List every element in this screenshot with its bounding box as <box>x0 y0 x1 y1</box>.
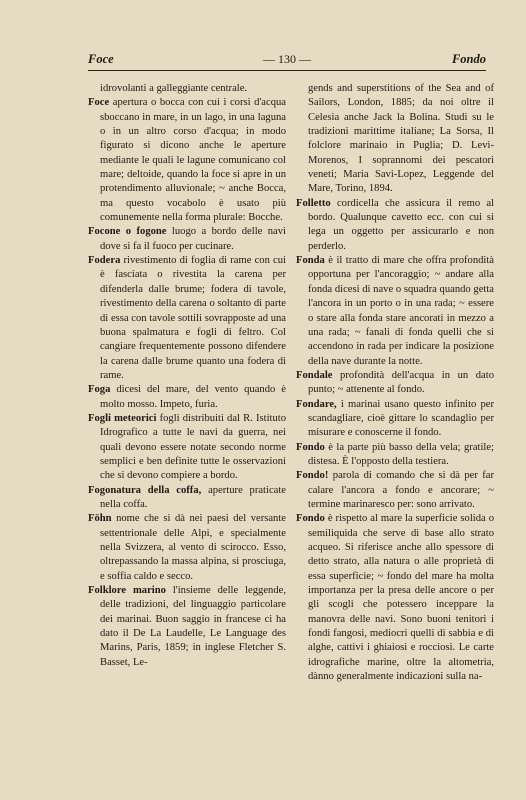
entry-definition: i marinai usano questo infinito per scandagliare, cioè gittare lo scandaglio per misurare e conoscerne il fondo. <box>308 398 494 439</box>
header-rule <box>88 70 486 71</box>
entry-headword: Folletto <box>296 197 331 209</box>
entry-headword: Folklore marino <box>88 585 166 597</box>
entry-headword: Fonda <box>296 255 325 267</box>
dictionary-entry <box>88 254 286 383</box>
dictionary-entry <box>88 484 286 513</box>
dictionary-entry <box>88 412 286 484</box>
entry-definition: apertura o bocca con cui i corsi d'acqua sboccano in mare, in un lago, in una laguna o in un altro corso d'acqua; in modo figurato si dicono anche le aperture mediante le quali le lagune comunicano col mare; deltoide, quando la foce si apre in un protendimento alluvionale; ~ anche Bocca, ma questo vocabolo è usato più comunemente nella forma plurale: Bocche. <box>100 97 286 224</box>
page-number: — 130 — <box>263 52 311 66</box>
dictionary-entry <box>296 398 494 441</box>
dictionary-entry <box>296 369 494 398</box>
entry-headword: Focone o fogone <box>88 226 167 238</box>
right-column <box>296 82 494 684</box>
dictionary-entry <box>296 197 494 254</box>
entry-headword: Fondo <box>296 441 325 453</box>
entry-headword: Foce <box>88 97 110 109</box>
entry-headword: Fondo! <box>296 470 329 482</box>
entry-definition: è il tratto di mare che offra profondità opportuna per l'ancoraggio; ~ andare alla fonda dicesi di nave o squadra quando getta l'ancora in un porto o in una rada; ~ essere o stare alla fonda stare ancorati in mezzo a una rada; ~ fanali di fonda quelli che si accendono in rada per indicare la posizione della nave durante la notte. <box>308 255 494 367</box>
dictionary-entry <box>88 584 286 670</box>
dictionary-entry <box>88 383 286 412</box>
dictionary-entry <box>296 254 494 369</box>
entry-definition: profondità dell'acqua in un dato punto; ~ attenente al fondo. <box>308 369 494 396</box>
entry-headword: Foga <box>88 384 111 396</box>
entry-headword: Fondare, <box>296 398 337 410</box>
entry-headword: Fondale <box>296 369 333 381</box>
header-right-word: Fondo <box>451 52 486 66</box>
entry-headword: Fodera <box>88 255 121 267</box>
entry-definition: aperture praticate nella coffa. <box>100 484 286 510</box>
entry-definition: è rispetto al mare la superficie solida o semiliquida che serve di base allo strato acqueo. Si riferisce anche allo spessore di detto strato, alla natura o alle proprietà di essa superficie; ~ fondo del mare ha molta importanza per la presa delle ancore o per gli scogli che potessero inceppare la manovra delle navi. Sono buoni tenitori i fondi fangosi, mediocri quelli di sabbia e di alghe, cattivi i ghiaiosi e rocciosi. Le carte idrografiche marine, oltre la altometria, dànno generalmente indicazioni sulla na- <box>308 513 494 683</box>
dictionary-entry <box>296 512 494 684</box>
entry-definition: rivestimento di foglia di rame con cui è fasciata o rivestita la carena per difenderla dalle brume; fodera di tavole, rivestimento della carena o soltanto di parte di essa con tavole sottili sovrapposte ad una buona spalmatura e fogli di feltro. Col cangiare frequentemente possono difendere la carena dalle brume quanto una fodera di rame. <box>100 255 286 381</box>
dictionary-entry <box>88 225 286 254</box>
entry-headword: Fogonatura della coffa, <box>88 484 202 496</box>
dictionary-entry <box>296 441 494 470</box>
left-column <box>88 82 286 670</box>
continuation-text: idrovolanti a galleggiante centrale. <box>100 83 248 94</box>
entry-headword: Fogli meteorici <box>88 412 157 424</box>
entry-definition: fogli distribuiti dal R. Istituto Idrografico a tutte le navi da guerra, nei quali devono essere notate secondo norme semplici e ben definite tutte le osservazioni che si devono compiere a bordo. <box>100 412 286 482</box>
dictionary-entry <box>296 469 494 512</box>
dictionary-entry <box>88 96 286 225</box>
entry-definition: dicesi del mare, del vento quando è molto mosso. Impeto, furia. <box>100 384 286 410</box>
entry-definition: l'insieme delle leggende, delle tradizioni, del linguaggio particolare dei marinai. Buon saggio in francese ci ha dato il De La Laudelle, Le Language des Marins, Paris, 1859; in inglese Fletcher S. Basset, Le- <box>100 585 286 668</box>
entry-definition: nome che si dà nei paesi del versante settentrionale delle Alpi, e specialmente nella Svizzera, al vento di scirocco. Esso, oltrepassando la massa alpina, si prosciuga, e soffia caldo e secco. <box>100 513 286 582</box>
header-left-word: Foce <box>88 52 114 66</box>
entry-definition: luogo a bordo delle navi dove si fa il fuoco per cucinare. <box>100 226 286 252</box>
entry-headword: Fondo <box>296 513 325 525</box>
dictionary-entry <box>88 512 286 584</box>
entry-definition: parola di comando che si dà per far calare l'ancora a fondo e ancorare; ~ termine marinaresco per: sono arrivato. <box>308 470 494 510</box>
entry-headword: Föhn <box>88 513 112 525</box>
continuation-text: gends and superstitions of the Sea and of Sailors, London, 1885; da noi oltre il Celesia anche Jack la Bolina. Studi su le tradizioni marittime italiane; La Sorsa, Il folclore marinaio in Puglia; D. Levi-Morenos, I soprannomi dei pescatori veneti; Maria Savi-Lopez, Leggende del Mare, Torino, 1894. <box>308 83 494 195</box>
entry-definition: è la parte più basso della vela; gratile; distesa. È l'opposto della testiera. <box>308 441 494 467</box>
running-header <box>88 52 486 68</box>
entry-definition: cordicella che assicura il remo al bordo. Qualunque cavetto ecc. con cui si lega un oggetto per assicurarlo e non perderlo. <box>308 197 494 252</box>
